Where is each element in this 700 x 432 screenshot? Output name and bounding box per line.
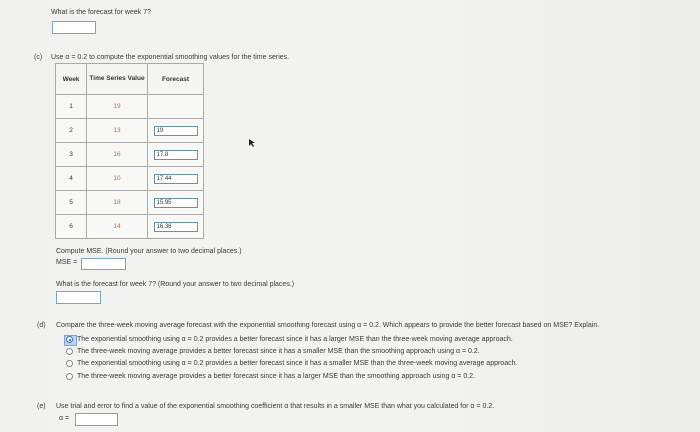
table-row xyxy=(56,167,204,191)
part-d-label: (d) xyxy=(37,322,46,329)
option-2-radio[interactable] xyxy=(66,348,73,355)
forecast-input[interactable]: 16.36 xyxy=(154,222,198,232)
value-cell: 13 xyxy=(87,119,148,143)
part-e-question: Use trial and error to find a value of the exponential smoothing coefficient α that results in a smaller MSE than what you calculated for α = 0.2. xyxy=(56,403,495,410)
alpha-input[interactable] xyxy=(75,413,118,426)
forecast-input[interactable]: 19 xyxy=(154,126,198,136)
mouse-cursor-icon xyxy=(248,138,256,148)
mse-prompt: Compute MSE. (Round your answer to two decimal places.) xyxy=(56,248,242,255)
mse-input[interactable] xyxy=(81,258,126,270)
option-1-radio[interactable] xyxy=(66,336,73,343)
forecast-input[interactable]: 15.95 xyxy=(154,198,198,208)
week-header: Week xyxy=(56,64,87,95)
part-c-label: (c) xyxy=(34,54,43,61)
table-row xyxy=(56,95,204,119)
option-3-text: The exponential smoothing using α = 0.2 provides a better forecast since it has a smaller MSE than the three-week moving average approach. xyxy=(77,360,518,367)
week-cell: 2 xyxy=(56,119,87,143)
option-4-text: The three-week moving average provides a better forecast since it has a larger MSE than the smoothing approach using α = 0.2. xyxy=(77,373,476,380)
top-forecast-input[interactable] xyxy=(52,21,96,34)
value-cell: 14 xyxy=(87,215,148,239)
week-cell: 1 xyxy=(56,95,87,119)
option-1-text: The exponential smoothing using α = 0.2 provides a better forecast since it has a larger MSE than the three-week moving average approach. xyxy=(77,336,513,343)
week-cell: 5 xyxy=(56,191,87,215)
forecast-cell xyxy=(148,191,204,215)
mse-label: MSE = xyxy=(56,259,78,266)
option-2-text: The three-week moving average provides a better forecast since it has a smaller MSE than the smoothing approach using α = 0.2. xyxy=(77,348,480,355)
value-cell: 18 xyxy=(87,191,148,215)
value-cell: 19 xyxy=(87,95,148,119)
alpha-label: α = xyxy=(59,415,70,422)
week-cell: 3 xyxy=(56,143,87,167)
value-cell: 10 xyxy=(87,167,148,191)
value-cell: 16 xyxy=(87,143,148,167)
option-4-radio[interactable] xyxy=(66,373,73,380)
top-forecast-question: What is the forecast for week 7? xyxy=(51,9,151,16)
week-cell: 4 xyxy=(56,167,87,191)
forecast-cell xyxy=(148,167,204,191)
part-c-instruction: Use α = 0.2 to compute the exponential smoothing values for the time series. xyxy=(51,54,290,61)
part-d-question: Compare the three-week moving average forecast with the exponential smoothing forecast using α = 0.2. Which appears to provide the better forecast based on MSE? Explain. xyxy=(56,322,600,329)
part-e-label: (e) xyxy=(37,403,46,410)
week7-forecast-input[interactable] xyxy=(56,291,101,304)
table-row xyxy=(56,143,204,167)
forecast-input[interactable]: 17.44 xyxy=(154,174,198,184)
week-cell: 6 xyxy=(56,215,87,239)
table-row xyxy=(56,191,204,215)
time-series-header: Time Series Value xyxy=(87,64,148,95)
forecast-cell xyxy=(148,143,204,167)
forecast-cell xyxy=(148,215,204,239)
option-3-radio[interactable] xyxy=(66,360,73,367)
forecast-input[interactable]: 17.8 xyxy=(154,150,198,160)
week7-forecast-prompt: What is the forecast for week 7? (Round your answer to two decimal places.) xyxy=(56,281,295,288)
forecast-header: Forecast xyxy=(148,64,204,95)
table-row xyxy=(56,119,204,143)
table-row xyxy=(56,215,204,239)
forecast-table xyxy=(55,63,204,239)
forecast-cell-empty xyxy=(148,95,204,119)
forecast-cell xyxy=(148,119,204,143)
